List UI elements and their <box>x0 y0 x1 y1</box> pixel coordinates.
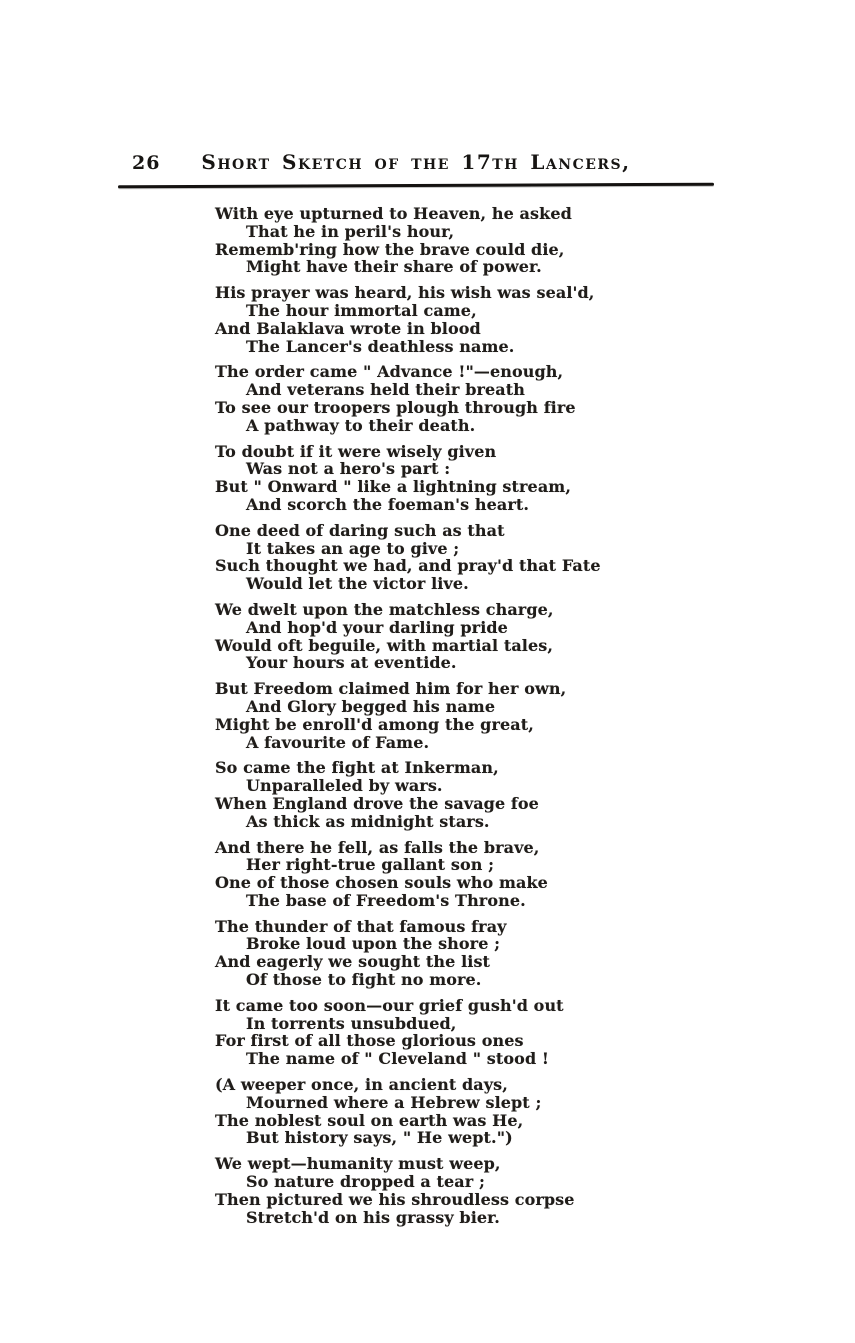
poem-line: With eye upturned to Heaven, he asked <box>215 204 572 223</box>
poem-line: To see our troopers plough through fire <box>215 397 576 417</box>
poem-line: Would oft beguile, with martial tales, <box>215 635 554 655</box>
stanza <box>215 1155 675 1226</box>
stanza <box>215 284 675 355</box>
running-header <box>118 150 714 180</box>
poem-line: And Glory begged his name <box>246 696 496 716</box>
poem-line: So nature dropped a tear ; <box>246 1172 485 1192</box>
poem-line: For first of all those glorious ones <box>215 1031 524 1051</box>
poem-line: Stretch'd on his grassy bier. <box>246 1207 500 1227</box>
poem-line: (A weeper once, in ancient days, <box>215 1075 508 1095</box>
poem-line: Mourned where a Hebrew slept ; <box>246 1092 542 1112</box>
poem-line: And scorch the foeman's heart. <box>246 494 530 514</box>
poem-line: Unparalleled by wars. <box>246 776 443 796</box>
page-number: 26 <box>132 152 161 174</box>
poem-line: But " Onward " like a lightning stream, <box>215 477 572 497</box>
poem-line: We wept—humanity must weep, <box>215 1154 501 1174</box>
stanza <box>215 601 675 672</box>
poem-line: Would let the victor live. <box>246 574 469 594</box>
poem-line: Was not a hero's part : <box>246 459 451 479</box>
poem-line: And hop'd your darling pride <box>246 617 508 637</box>
poem-line: The hour immortal came, <box>246 300 477 320</box>
poem-line: One deed of daring such as that <box>215 520 505 540</box>
poem-line: And veterans held their breath <box>246 380 525 400</box>
poem-line: The thunder of that famous fray <box>215 916 507 936</box>
poem-line: In torrents unsubdued, <box>246 1013 457 1033</box>
poem-line: Of those to fight no more. <box>246 970 482 990</box>
stanza <box>215 759 675 830</box>
stanza <box>215 205 675 276</box>
stanza <box>215 522 675 593</box>
poem-line: But Freedom claimed him for her own, <box>215 679 567 699</box>
poem-line: A pathway to their death. <box>246 415 476 435</box>
poem-line: But history says, " He wept.") <box>246 1128 513 1148</box>
stanza <box>215 1076 675 1147</box>
stanza <box>215 997 675 1068</box>
poem-line: Might have their share of power. <box>246 257 542 277</box>
poem-line: The order came " Advance !"—enough, <box>215 362 564 382</box>
poem-line: A favourite of Fame. <box>246 732 430 752</box>
poem-line: As thick as midnight stars. <box>246 811 490 831</box>
poem-line: The base of Freedom's Throne. <box>246 890 526 910</box>
poem-line: That he in peril's hour, <box>246 221 455 241</box>
poem-line: It came too soon—our grief gush'd out <box>215 995 564 1015</box>
stanza <box>215 443 675 514</box>
poem-line: His prayer was heard, his wish was seal'd, <box>215 283 595 303</box>
poem-line: We dwelt upon the matchless charge, <box>215 599 554 619</box>
poem-line: Her right-true gallant son ; <box>246 855 495 875</box>
header-rule <box>118 183 714 189</box>
poem-line: Such thought we had, and pray'd that Fate <box>215 556 601 576</box>
stanza <box>215 918 675 989</box>
poem-line: Your hours at eventide. <box>246 653 457 673</box>
poem-line: The name of " Cleveland " stood ! <box>246 1049 550 1069</box>
poem-line: To doubt if it were wisely given <box>215 441 497 461</box>
stanza <box>215 363 675 434</box>
poem-line: One of those chosen souls who make <box>215 873 548 893</box>
poem-line: So came the fight at Inkerman, <box>215 758 499 778</box>
poem-line: It takes an age to give ; <box>246 538 460 558</box>
stanza <box>215 839 675 910</box>
poem-line: And Balaklava wrote in blood <box>215 318 481 338</box>
poem <box>215 205 675 1234</box>
poem-line: Rememb'ring how the brave could die, <box>215 239 565 259</box>
poem-line: When England drove the savage foe <box>215 793 539 813</box>
poem-line: Then pictured we his shroudless corpse <box>215 1189 575 1209</box>
poem-line: And eagerly we sought the list <box>215 952 491 972</box>
poem-line: And there he fell, as falls the brave, <box>215 837 540 857</box>
poem-line: The Lancer's deathless name. <box>246 336 515 356</box>
poem-line: The noblest soul on earth was He, <box>215 1110 524 1130</box>
poem-line: Broke loud upon the shore ; <box>246 934 501 954</box>
stanza <box>215 680 675 751</box>
page-title: Short Sketch of the 17th Lancers, <box>201 150 631 174</box>
poem-line: Might be enroll'd among the great, <box>215 714 534 734</box>
